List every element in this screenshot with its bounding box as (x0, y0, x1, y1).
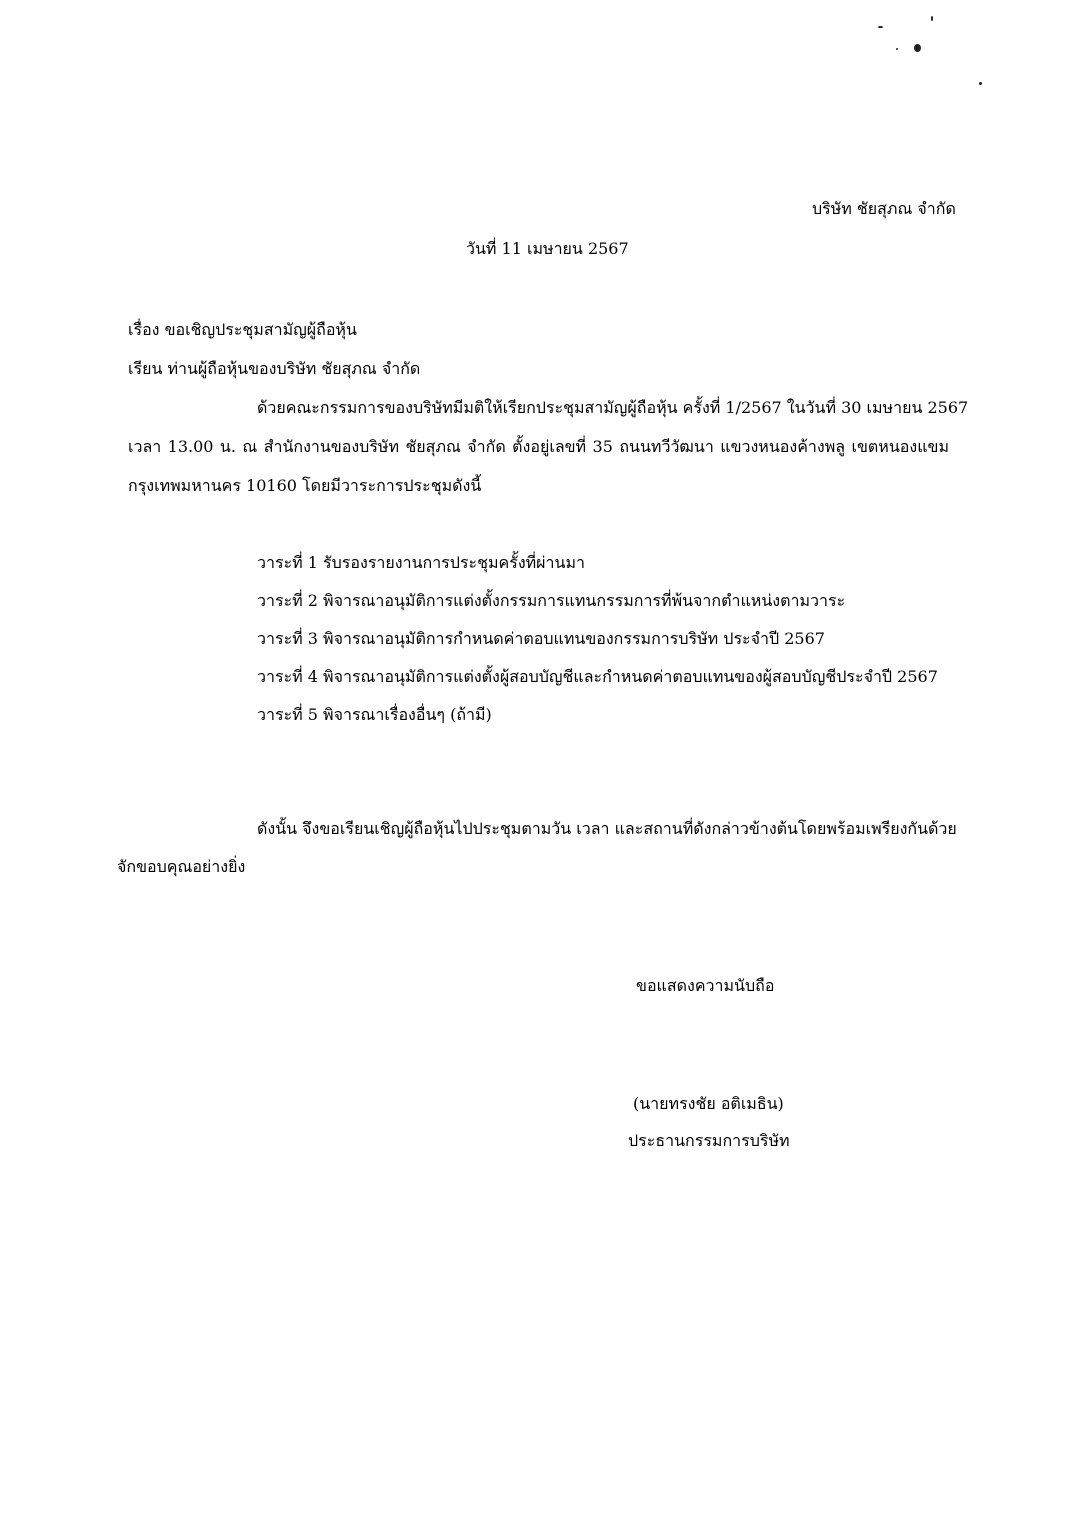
signatory-name: (นายทรงชัย อติเมธิน) (633, 1094, 784, 1113)
regards-line: ขอแสดงความนับถือ (636, 976, 775, 995)
closing-line-1: ดังนั้น จึงขอเรียนเชิญผู้ถือหุ้นไปประชุมตามวัน เวลา และสถานที่ดังกล่าวข้างต้นโดยพร้อมเพรียงกันด้วย (257, 819, 957, 838)
agenda-item: วาระที่ 3 พิจารณาอนุมัติการกำหนดค่าตอบแทนของกรรมการบริษัท ประจำปี 2567 (257, 629, 825, 648)
agenda-item: วาระที่ 4 พิจารณาอนุมัติการแต่งตั้งผู้สอบบัญชีและกำหนดค่าตอบแทนของผู้สอบบัญชีประจำปี 2567 (257, 667, 938, 686)
scan-speck (979, 82, 982, 85)
intro-line-3: กรุงเทพมหานคร 10160 โดยมีวาระการประชุมดังนี้ (128, 476, 482, 495)
intro-line-2: เวลา 13.00 น. ณ สำนักงานของบริษัท ชัยสุภณ จำกัด ตั้งอยู่เลขที่ 35 ถนนทวีวัฒนา แขวงหนองค้างพลู เขตหนองแขม (128, 437, 949, 456)
scan-speck (914, 44, 921, 52)
intro-line-1: ด้วยคณะกรรมการของบริษัทมีมติให้เรียกประชุมสามัญผู้ถือหุ้น ครั้งที่ 1/2567 ในวันที่ 30 เมษายน 2567 (257, 398, 969, 417)
subject-line: เรื่อง ขอเชิญประชุมสามัญผู้ถือหุ้น (128, 320, 357, 339)
agenda-item: วาระที่ 5 พิจารณาเรื่องอื่นๆ (ถ้ามี) (257, 705, 492, 724)
agenda-item: วาระที่ 1 รับรองรายงานการประชุมครั้งที่ผ่านมา (257, 553, 586, 572)
scan-speck (896, 48, 898, 50)
scan-speck (878, 26, 883, 28)
closing-line-2: จักขอบคุณอย่างยิ่ง (117, 857, 246, 876)
signatory-title: ประธานกรรมการบริษัท (628, 1131, 790, 1150)
recipient-line: เรียน ท่านผู้ถือหุ้นของบริษัท ชัยสุภณ จำกัด (128, 359, 421, 378)
scan-speck (931, 16, 933, 21)
letter-date: วันที่ 11 เมษายน 2567 (466, 239, 629, 258)
agenda-item: วาระที่ 2 พิจารณาอนุมัติการแต่งตั้งกรรมการแทนกรรมการที่พ้นจากตำแหน่งตามวาระ (257, 591, 846, 610)
company-header: บริษัท ชัยสุภณ จำกัด (812, 199, 956, 218)
